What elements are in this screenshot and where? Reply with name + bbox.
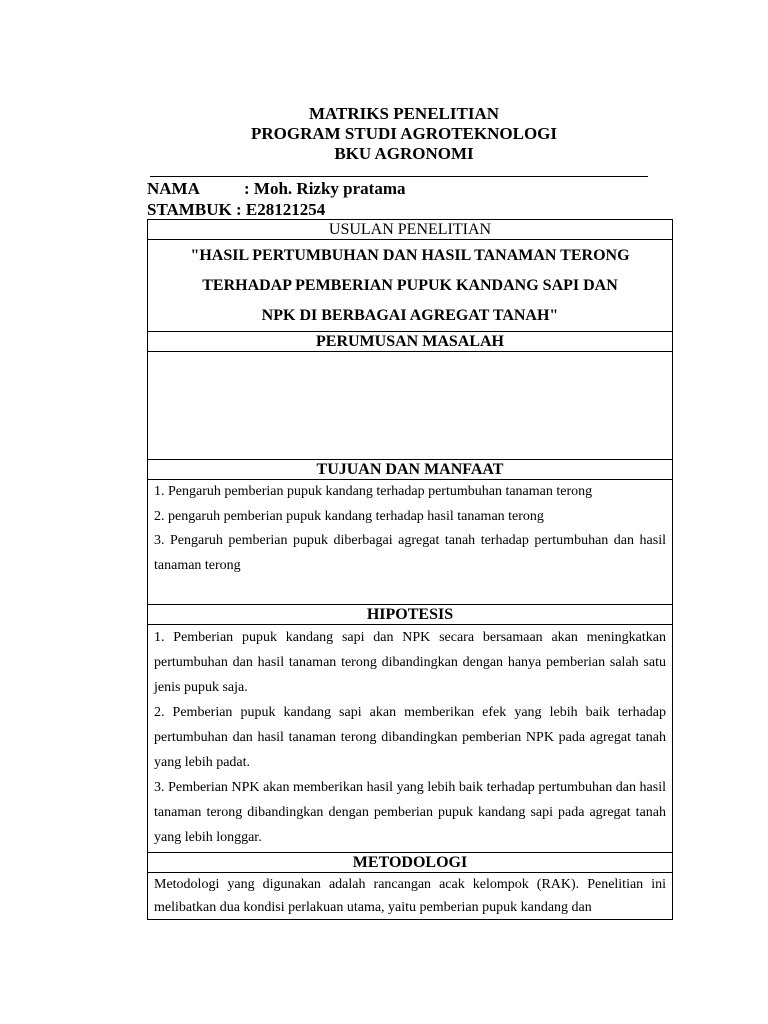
header-title: MATRIKS PENELITIAN [308, 104, 500, 123]
name-label: NAMA [147, 179, 200, 198]
tujuan-body [148, 480, 672, 605]
tujuan-item: 3. Pengaruh pemberian pupuk diberbagai agregat tanah terhadap pertumbuhan dan hasil tanaman terong [154, 533, 666, 573]
tujuan-item: 2. pengaruh pemberian pupuk kandang terhadap hasil tanaman terong [154, 508, 544, 524]
metodologi-heading: METODOLOGI [148, 853, 672, 873]
header-program: PROGRAM STUDI AGROTEKNOLOGI [250, 124, 558, 143]
metodologi-body [148, 873, 672, 919]
hipotesis-heading: HIPOTESIS [148, 605, 672, 625]
research-title-line: NPK DI BERBAGAI AGREGAT TANAH" [261, 307, 559, 324]
name-value: : Moh. Rizky pratama [244, 179, 406, 198]
header-divider [150, 176, 648, 177]
perumusan-heading: PERUMUSAN MASALAH [148, 332, 672, 352]
document-header [0, 104, 768, 164]
name-row [147, 178, 405, 199]
stambuk-row [147, 199, 405, 220]
identity-block [147, 178, 405, 220]
hipotesis-item: 2. Pemberian pupuk kandang sapi akan memberikan efek yang lebih baik terhadap pertumbuhan dan hasil tanaman terong dibandingkan pemberian NPK pada agregat tanah yang lebih padat. [154, 705, 666, 770]
usulan-heading: USULAN PENELITIAN [148, 220, 672, 240]
header-bku: BKU AGRONOMI [334, 144, 474, 163]
hipotesis-body [148, 625, 672, 853]
research-title [148, 240, 672, 332]
stambuk-value: : E28121254 [235, 200, 326, 219]
hipotesis-item: 1. Pemberian pupuk kandang sapi dan NPK secara bersamaan akan meningkatkan pertumbuhan dan hasil tanaman terong dibandingkan dengan hanya pemberian salah satu jenis pupuk saja. [154, 630, 666, 695]
hipotesis-item: 3. Pemberian NPK akan memberikan hasil yang lebih baik terhadap pertumbuhan dan hasil tanaman terong dibandingkan dengan pemberian pupuk kandang sapi pada agregat tanah yang lebih longgar. [154, 780, 666, 845]
tujuan-heading: TUJUAN DAN MANFAAT [148, 460, 672, 480]
metodologi-text: Metodologi yang digunakan adalah rancangan acak kelompok (RAK). Penelitian ini melibatkan dua kondisi perlakuan utama, yaitu pemberian pupuk kandang dan [154, 877, 666, 915]
research-matrix-table [147, 219, 673, 920]
stambuk-label: STAMBUK [147, 200, 232, 219]
research-title-line: "HASIL PERTUMBUHAN DAN HASIL TANAMAN TERONG [190, 247, 630, 264]
perumusan-body [148, 352, 672, 460]
tujuan-item: 1. Pengaruh pemberian pupuk kandang terhadap pertumbuhan tanaman terong [154, 484, 593, 499]
research-title-line: TERHADAP PEMBERIAN PUPUK KANDANG SAPI DAN [202, 277, 618, 294]
